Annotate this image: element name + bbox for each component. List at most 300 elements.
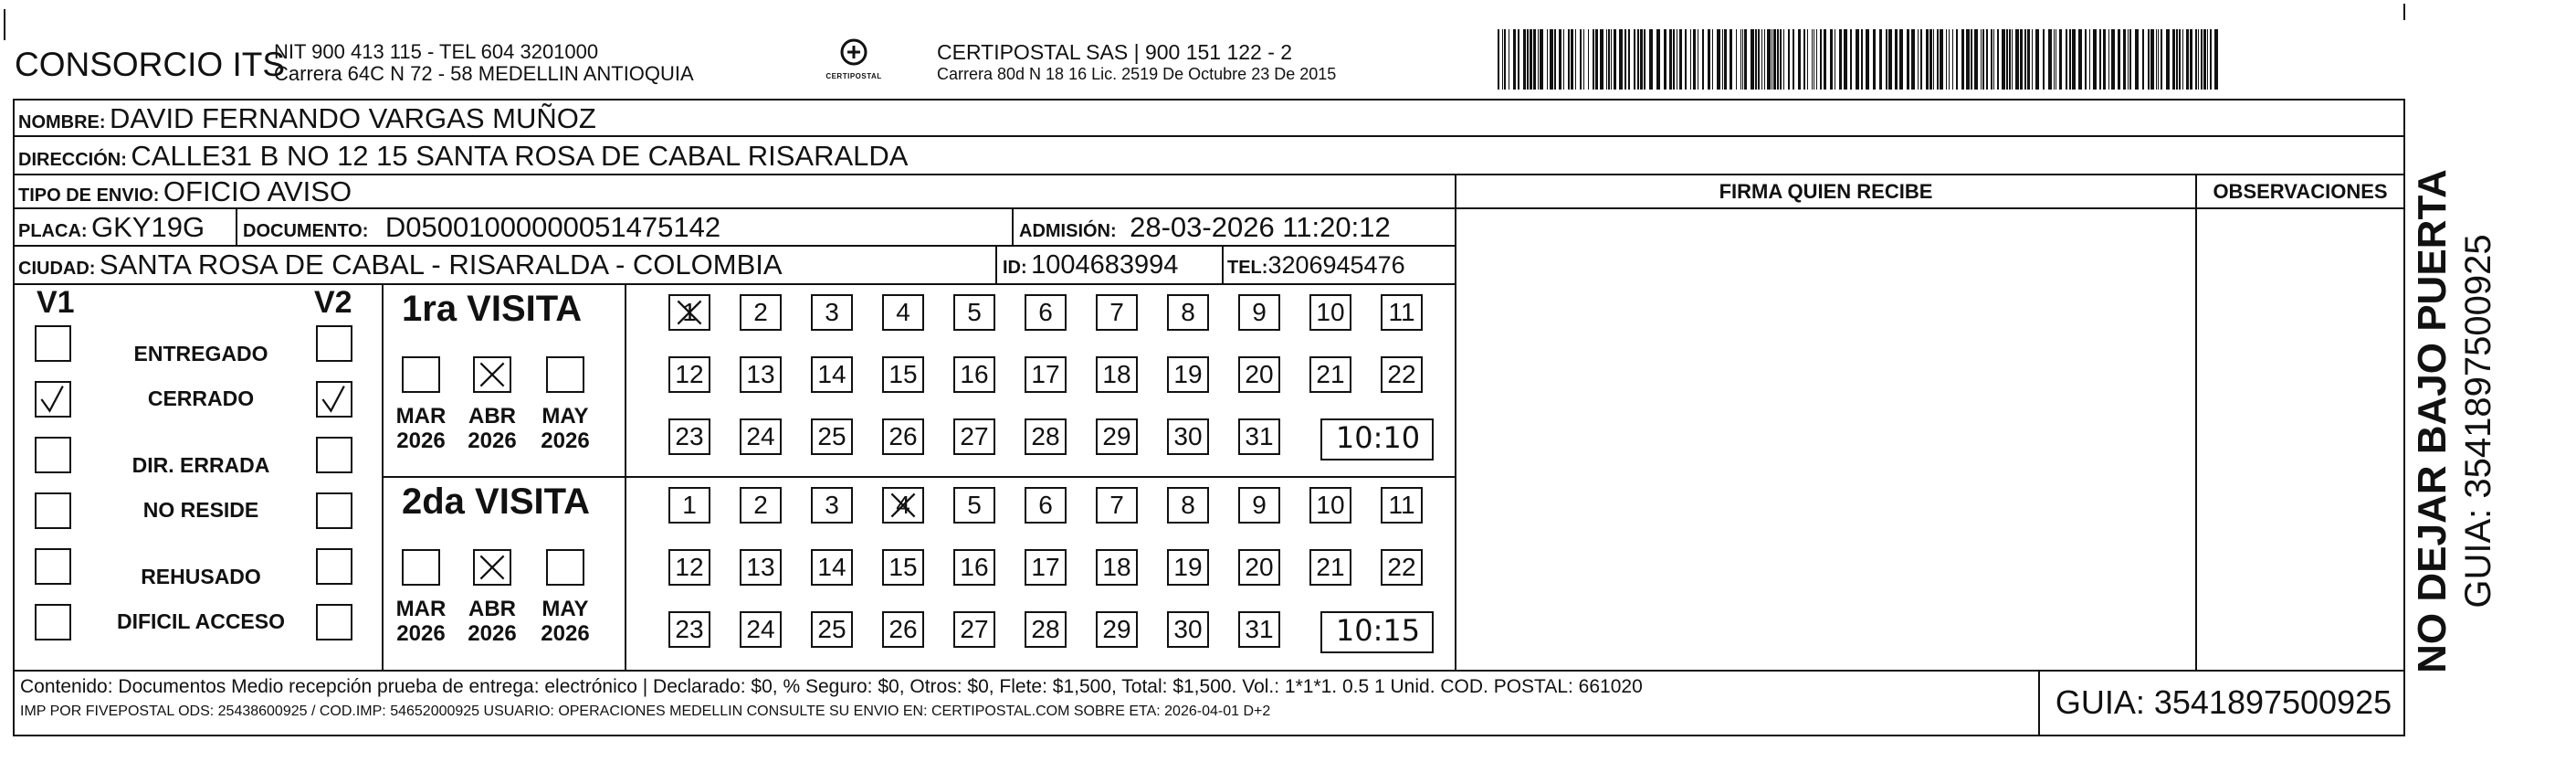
day-box[interactable]: 26 — [882, 611, 924, 648]
imp-line: IMP POR FIVEPOSTAL ODS: 25438600925 / COD.IMP: 54652000925 USUARIO: OPERACIONES MEDELLIN CONSULTE SU ENVIO EN: CERTIPOSTAL.COM SOBRE ETA: 2026-04-01 D+2 — [20, 704, 1271, 719]
barcode-bar — [2118, 29, 2120, 90]
day-box[interactable]: 11 — [1381, 294, 1423, 331]
barcode-bar — [2182, 29, 2183, 90]
day-box[interactable]: 23 — [668, 611, 710, 648]
placa-cell — [18, 208, 205, 247]
observaciones-header: OBSERVACIONES — [2213, 180, 2388, 203]
corner-tick — [2403, 4, 2405, 20]
side-no-dejar: NO DEJAR BAJO PUERTA — [2410, 169, 2455, 673]
col-divider — [2195, 174, 2197, 671]
direccion-value: CALLE31 B NO 12 15 SANTA ROSA DE CABAL RISARALDA — [131, 140, 909, 172]
barcode-bar — [1538, 29, 1539, 90]
placa-label: PLACA: — [18, 221, 88, 241]
nombre-value: DAVID FERNANDO VARGAS MUÑOZ — [110, 102, 596, 134]
tipo-label: TIPO DE ENVIO: — [18, 185, 160, 206]
barcode-bar — [1866, 29, 1869, 90]
barcode-bar — [1788, 29, 1790, 90]
v1-checkbox[interactable] — [35, 437, 71, 473]
day-box[interactable]: 11 — [1381, 487, 1423, 524]
barcode-bar — [2020, 29, 2023, 90]
barcode-bar — [2190, 29, 2192, 90]
month-name: MAR — [395, 404, 447, 429]
day-box[interactable]: 22 — [1381, 549, 1423, 586]
barcode-bar — [2128, 29, 2129, 90]
barcode-bar — [1730, 29, 1732, 90]
barcode-bar — [1614, 29, 1616, 90]
barcode-bar — [2048, 29, 2052, 90]
barcode-bar — [1755, 29, 1757, 90]
barcode-bar — [1861, 29, 1863, 90]
barcode-bar — [2203, 29, 2206, 90]
barcode-bar — [1886, 29, 1887, 90]
barcode-bar — [2099, 29, 2101, 90]
day-box[interactable]: 28 — [1025, 418, 1067, 455]
day-box[interactable]: 16 — [953, 549, 995, 586]
month-checkbox[interactable] — [546, 356, 584, 393]
day-box[interactable]: 13 — [740, 356, 782, 393]
day-box[interactable]: 20 — [1238, 356, 1280, 393]
tel-label: TEL: — [1227, 258, 1268, 278]
certipostal-logo — [813, 38, 895, 80]
barcode-bar — [1600, 29, 1603, 90]
barcode-bar — [1982, 29, 1984, 90]
barcode-bar — [1873, 29, 1876, 90]
barcode-bar — [2150, 29, 2154, 90]
day-box[interactable]: 24 — [740, 611, 782, 648]
day-box[interactable]: 31 — [1238, 418, 1280, 455]
v2-checkbox[interactable] — [316, 548, 352, 585]
day-box[interactable]: 17 — [1025, 356, 1067, 393]
barcode-bars — [1498, 29, 2221, 90]
day-box[interactable]: 12 — [668, 356, 710, 393]
barcode-bar — [1997, 29, 1999, 90]
v2-checkbox[interactable] — [316, 492, 352, 529]
day-box[interactable]: 19 — [1167, 549, 1209, 586]
day-box[interactable]: 3 — [811, 294, 853, 331]
barcode-bar — [1895, 29, 1898, 90]
barcode-bar — [1961, 29, 1964, 90]
month-checkbox[interactable] — [546, 549, 584, 586]
barcode-bar — [1527, 29, 1529, 90]
corner-tick — [4, 9, 5, 40]
ciudad-cell — [18, 246, 783, 284]
barcode-bar — [2108, 29, 2109, 90]
day-box[interactable]: 5 — [953, 487, 995, 524]
day-box[interactable]: 14 — [811, 549, 853, 586]
month-checkbox[interactable] — [473, 549, 511, 586]
visit-divider — [382, 476, 1456, 478]
barcode-bar — [1888, 29, 1892, 90]
col-divider — [382, 283, 384, 671]
barcode-bar — [1807, 29, 1808, 90]
company-name: CONSORCIO ITS — [15, 46, 286, 83]
barcode-bar — [2072, 29, 2076, 90]
barcode-bar — [1606, 29, 1607, 90]
day-box[interactable]: 1 — [668, 487, 710, 524]
barcode-bar — [1656, 29, 1660, 90]
barcode-bar — [1773, 29, 1776, 90]
day-box[interactable]: 27 — [953, 418, 995, 455]
barcode-bar — [1640, 29, 1643, 90]
barcode-bar — [2142, 29, 2144, 90]
barcode-bar — [1907, 29, 1909, 90]
barcode-bar — [1824, 29, 1826, 90]
admision-value: 28-03-2026 11:20:12 — [1130, 211, 1391, 243]
barcode-bar — [2078, 29, 2082, 90]
barcode-bar — [1761, 29, 1762, 90]
barcode-bar — [1624, 29, 1626, 90]
barcode-bar — [2035, 29, 2039, 90]
placa-value: GKY19G — [91, 211, 205, 243]
col-divider — [625, 283, 626, 671]
v2-checkbox[interactable] — [316, 604, 352, 640]
month-year: 2026 — [468, 621, 517, 646]
x-mark — [475, 551, 510, 584]
month-checkbox[interactable] — [402, 356, 440, 393]
barcode-bar — [1568, 29, 1570, 90]
day-box[interactable]: 1 — [668, 294, 710, 331]
barcode-bar — [1793, 29, 1794, 90]
barcode-bar — [1559, 29, 1561, 90]
barcode-bar — [1839, 29, 1842, 90]
month-name: ABR — [468, 597, 516, 621]
barcode-bar — [1971, 29, 1972, 90]
barcode-bar — [1856, 29, 1859, 90]
month-label — [457, 404, 527, 453]
day-box[interactable]: 15 — [882, 356, 924, 393]
day-box[interactable]: 15 — [882, 549, 924, 586]
direccion-label: DIRECCIÓN: — [18, 150, 127, 170]
barcode-bar — [1722, 29, 1723, 90]
barcode-bar — [1742, 29, 1743, 90]
barcode-bar — [1952, 29, 1953, 90]
barcode-bar — [1940, 29, 1943, 90]
barcode-bar — [1783, 29, 1784, 90]
barcode-bar — [1803, 29, 1805, 90]
barcode-bar — [1547, 29, 1548, 90]
barcode-bar — [1518, 29, 1519, 90]
barcode-bar — [2054, 29, 2055, 90]
barcode-bar — [1550, 29, 1553, 90]
day-box[interactable]: 16 — [953, 356, 995, 393]
day-box[interactable]: 17 — [1025, 549, 1067, 586]
barcode-bar — [1530, 29, 1532, 90]
barcode-bar — [2089, 29, 2090, 90]
barcode-bar — [1993, 29, 1994, 90]
documento-cell — [243, 208, 720, 247]
barcode-bar — [1690, 29, 1691, 90]
month-label — [457, 597, 527, 646]
barcode-bar — [1926, 29, 1929, 90]
day-box[interactable]: 23 — [668, 418, 710, 455]
barcode-bar — [1780, 29, 1782, 90]
barcode-bar — [1937, 29, 1939, 90]
barcode-bar — [1628, 29, 1630, 90]
ciudad-value: SANTA ROSA DE CABAL - RISARALDA - COLOMBIA — [99, 249, 783, 280]
day-box[interactable]: 22 — [1381, 356, 1423, 393]
day-box[interactable]: 7 — [1096, 487, 1138, 524]
barcode-bar — [1588, 29, 1589, 90]
check-mark — [37, 383, 69, 416]
nombre-label: NOMBRE: — [18, 112, 106, 132]
x-mark — [475, 358, 510, 391]
barcode-bar — [1911, 29, 1915, 90]
barcode-bar — [2195, 29, 2197, 90]
barcode-bar — [2009, 29, 2011, 90]
barcode-bar — [1740, 29, 1741, 90]
barcode-bar — [1502, 29, 1503, 90]
barcode-bar — [1764, 29, 1765, 90]
status-option-label: NO RESIDE — [142, 498, 259, 522]
month-year: 2026 — [541, 621, 590, 646]
day-box[interactable]: 21 — [1309, 549, 1351, 586]
barcode-bar — [1949, 29, 1950, 90]
barcode-bar — [2156, 29, 2157, 90]
barcode-bar — [2002, 29, 2005, 90]
barcode-bar — [1575, 29, 1576, 90]
barcode-bar — [1933, 29, 1934, 90]
day-box[interactable]: 25 — [811, 611, 853, 648]
month-checkbox[interactable] — [473, 356, 511, 393]
col-divider — [2038, 670, 2040, 736]
day-box[interactable]: 29 — [1096, 418, 1138, 455]
tipo-value: OFICIO AVISO — [163, 175, 352, 207]
day-box[interactable]: 30 — [1167, 418, 1209, 455]
barcode-bar — [1644, 29, 1645, 90]
barcode-bar — [1956, 29, 1958, 90]
barcode-bar — [1533, 29, 1536, 90]
barcode-bar — [2135, 29, 2139, 90]
barcode-bar — [1554, 29, 1556, 90]
day-box[interactable]: 7 — [1096, 294, 1138, 331]
status-option-label: REHUSADO — [141, 565, 261, 588]
barcode-bar — [2123, 29, 2126, 90]
barcode-bar — [1498, 29, 1499, 90]
barcode-bar — [1974, 29, 1978, 90]
barcode-bar — [1664, 29, 1667, 90]
ciudad-label: CIUDAD: — [18, 259, 96, 279]
day-box[interactable]: 30 — [1167, 611, 1209, 648]
v2-checkbox[interactable] — [316, 437, 352, 473]
visit-time: 10:10 — [1335, 420, 1421, 455]
barcode-bar — [2176, 29, 2178, 90]
day-box[interactable]: 13 — [740, 549, 782, 586]
barcode-bar — [2129, 29, 2131, 90]
day-box[interactable]: 31 — [1238, 611, 1280, 648]
side-text — [2407, 106, 2544, 736]
barcode-bar — [2032, 29, 2033, 90]
day-box[interactable]: 18 — [1096, 356, 1138, 393]
barcode-bar — [1777, 29, 1779, 90]
barcode-bar — [1571, 29, 1573, 90]
month-label — [531, 597, 600, 646]
v1-checkbox[interactable] — [35, 548, 71, 585]
v1-checkbox[interactable] — [35, 604, 71, 640]
day-box[interactable]: 18 — [1096, 549, 1138, 586]
carrier-line: CERTIPOSTAL SAS | 900 151 122 - 2 — [937, 40, 1293, 64]
day-box[interactable]: 12 — [668, 549, 710, 586]
day-box[interactable]: 8 — [1167, 487, 1209, 524]
side-guia: GUIA: 3541897500925 — [2458, 234, 2498, 609]
day-box[interactable]: 19 — [1167, 356, 1209, 393]
footer-guia: GUIA: 3541897500925 — [2055, 683, 2392, 721]
barcode-bar — [2069, 29, 2071, 90]
month-year: 2026 — [468, 429, 517, 453]
day-box[interactable]: 27 — [953, 611, 995, 648]
barcode-bar — [1504, 29, 1506, 90]
visit-time-box[interactable] — [1320, 418, 1434, 460]
day-box[interactable]: 28 — [1025, 611, 1067, 648]
barcode-bar — [1929, 29, 1932, 90]
barcode-bar — [1986, 29, 1988, 90]
col-divider — [995, 245, 997, 283]
day-box[interactable]: 8 — [1167, 294, 1209, 331]
barcode-bar — [1619, 29, 1623, 90]
id-value: 1004683994 — [1031, 250, 1179, 280]
v2-checkbox[interactable] — [316, 381, 352, 418]
barcode-bar — [2158, 29, 2159, 90]
month-name: ABR — [468, 404, 516, 429]
col-divider — [1455, 174, 1456, 671]
day-box[interactable]: 4 — [882, 294, 924, 331]
status-option-label: ENTREGADO — [133, 342, 268, 365]
barcode-bar — [1736, 29, 1737, 90]
barcode-bar — [1812, 29, 1813, 90]
day-box[interactable]: 2 — [740, 487, 782, 524]
barcode-bar — [2006, 29, 2008, 90]
footer-divider — [13, 670, 2405, 672]
day-box[interactable]: 9 — [1238, 294, 1280, 331]
x-mark — [670, 296, 709, 329]
barcode-bar — [2015, 29, 2019, 90]
col-divider — [1222, 245, 1224, 283]
barcode-bar — [1724, 29, 1727, 90]
v1-checkbox[interactable] — [35, 492, 71, 529]
barcode-bar — [1708, 29, 1710, 90]
month-year: 2026 — [541, 429, 590, 453]
barcode-bar — [1608, 29, 1610, 90]
barcode-bar — [1583, 29, 1584, 90]
barcode-bar — [2043, 29, 2045, 90]
barcode-bar — [1879, 29, 1882, 90]
barcode-bar — [1758, 29, 1760, 90]
barcode-bar — [2214, 29, 2218, 90]
barcode-bar — [2210, 29, 2212, 90]
month-year: 2026 — [396, 621, 446, 646]
visit-time: 10:15 — [1335, 613, 1421, 648]
visit-time-box[interactable] — [1320, 611, 1434, 653]
barcode-bar — [2066, 29, 2067, 90]
direccion-row — [18, 137, 908, 175]
barcode-bar — [2172, 29, 2175, 90]
day-box[interactable]: 29 — [1096, 611, 1138, 648]
barcode-bar — [1673, 29, 1675, 90]
day-box[interactable]: 10 — [1309, 487, 1351, 524]
barcode-bar — [2161, 29, 2162, 90]
day-box[interactable]: 26 — [882, 418, 924, 455]
barcode-bar — [1966, 29, 1970, 90]
v1-checkbox[interactable] — [35, 325, 71, 362]
day-box[interactable]: 21 — [1309, 356, 1351, 393]
barcode-bar — [1946, 29, 1947, 90]
status-option-label: CERRADO — [147, 386, 255, 410]
barcode-bar — [1830, 29, 1833, 90]
status-option-label: DIFICIL ACCESO — [116, 609, 285, 633]
barcode-bar — [2179, 29, 2181, 90]
carrier-address: Carrera 80d N 18 16 Lic. 2519 De Octubre 23 De 2015 — [937, 65, 1337, 83]
barcode-bar — [1850, 29, 1852, 90]
documento-label: DOCUMENTO: — [243, 221, 369, 241]
month-year: 2026 — [396, 429, 446, 453]
barcode-bar — [1634, 29, 1635, 90]
tipo-row — [18, 173, 352, 211]
barcode-bar — [1844, 29, 1847, 90]
admision-label: ADMISIÓN: — [1019, 221, 1117, 241]
barcode-bar — [2201, 29, 2203, 90]
month-checkbox[interactable] — [402, 549, 440, 586]
barcode-bar — [2059, 29, 2062, 90]
day-box[interactable]: 2 — [740, 294, 782, 331]
day-box[interactable]: 3 — [811, 487, 853, 524]
col-divider — [236, 207, 237, 246]
barcode-bar — [1563, 29, 1564, 90]
barcode-bar — [1649, 29, 1653, 90]
barcode-bar — [1595, 29, 1598, 90]
col-divider — [1012, 207, 1014, 246]
nit-line: NIT 900 413 115 - TEL 604 3201000 — [274, 40, 599, 63]
barcode — [1498, 29, 2221, 90]
firma-header: FIRMA QUIEN RECIBE — [1719, 180, 1933, 203]
day-box[interactable]: 14 — [811, 356, 853, 393]
day-box[interactable]: 25 — [811, 418, 853, 455]
barcode-bar — [1611, 29, 1612, 90]
barcode-bar — [2111, 29, 2115, 90]
address-line: Carrera 64C N 72 - 58 MEDELLIN ANTIOQUIA — [274, 62, 694, 85]
barcode-bar — [1540, 29, 1543, 90]
barcode-bar — [1918, 29, 1919, 90]
barcode-bar — [1820, 29, 1822, 90]
barcode-bar — [1899, 29, 1903, 90]
v2-label: V2 — [314, 285, 352, 320]
v2-checkbox[interactable] — [316, 325, 352, 362]
contenido-line: Contenido: Documentos Medio recepción prueba de entrega: electrónico | Declarado: $0, % Seguro: $0, Otros: $0, Flete: $1,500, Total: $1,500. Vol.: 1*1*1. 0.5 1 Unid. COD. POSTAL: 661020 — [20, 676, 1643, 697]
day-box[interactable]: 6 — [1025, 294, 1067, 331]
barcode-bar — [1798, 29, 1801, 90]
day-box[interactable]: 20 — [1238, 549, 1280, 586]
barcode-bar — [1717, 29, 1720, 90]
barcode-bar — [1669, 29, 1672, 90]
day-box[interactable]: 4 — [882, 487, 924, 524]
day-box[interactable]: 9 — [1238, 487, 1280, 524]
day-box[interactable]: 5 — [953, 294, 995, 331]
day-box[interactable]: 10 — [1309, 294, 1351, 331]
barcode-bar — [1981, 29, 1982, 90]
barcode-bar — [1580, 29, 1582, 90]
barcode-bar — [1593, 29, 1594, 90]
admision-cell — [1019, 208, 1391, 247]
barcode-bar — [2207, 29, 2208, 90]
day-box[interactable]: 24 — [740, 418, 782, 455]
visit-title: 1ra VISITA — [402, 289, 583, 329]
v1-checkbox[interactable] — [35, 381, 71, 418]
barcode-bar — [1685, 29, 1687, 90]
barcode-bar — [1920, 29, 1922, 90]
nombre-row — [18, 100, 596, 138]
barcode-bar — [2148, 29, 2150, 90]
tel-value: 3206945476 — [1267, 251, 1405, 279]
day-box[interactable]: 6 — [1025, 487, 1067, 524]
barcode-bar — [1693, 29, 1696, 90]
